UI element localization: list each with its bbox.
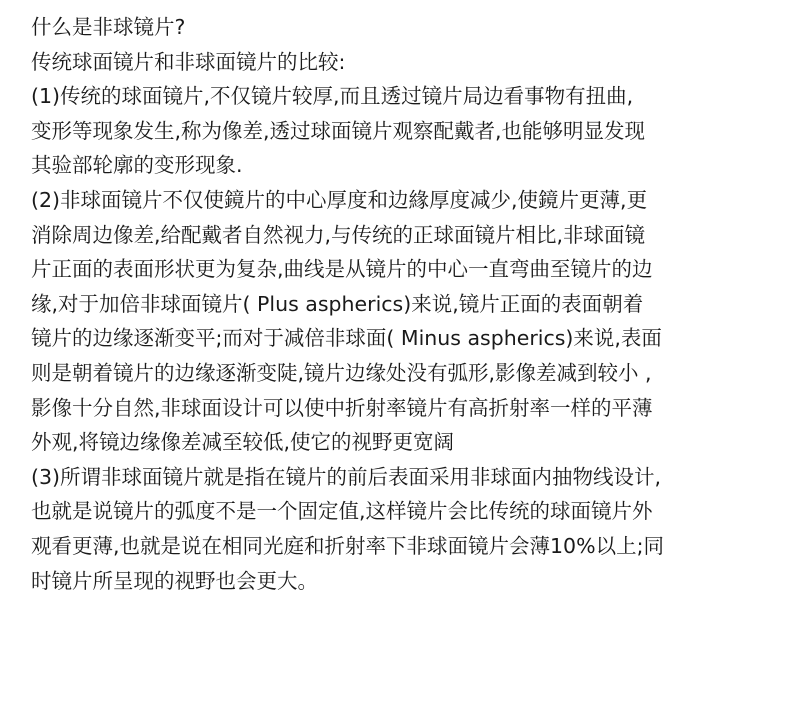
title-line: 什么是非球镜片? (31, 15, 186, 39)
paragraph-2-line-5: 镜片的边缘逐渐变平;而对于减倍非球面( Minus aspherics)来说,表面 (31, 326, 662, 351)
paragraph-1-line-1: (1)传统的球面镜片,不仅镜片较厚,而且透过镜片局边看事物有扭曲, (31, 84, 634, 109)
paragraph-2-line-7: 影像十分自然,非球面设计可以使中折射率镜片有高折射率一样的平薄 (31, 395, 653, 420)
subtitle-line: 传统球面镜片和非球面镜片的比较: (31, 49, 346, 74)
paragraph-1-line-3: 其验部轮廓的变形现象. (31, 153, 243, 178)
paragraph-2-line-1: (2)非球面镜片不仅使鏡片的中心厚度和边緣厚度减少,使鏡片更薄,更 (31, 187, 648, 212)
paragraph-3-line-3: 观看更薄,也就是说在相同光庭和折射率下非球面镜片会薄10%以上;同 (31, 533, 664, 558)
paragraph-1-line-2: 变形等现象发生,称为像差,透过球面镜片观察配戴者,也能够明显发现 (31, 118, 646, 143)
paragraph-2-line-4: 缘,对于加倍非球面镜片( Plus aspherics)来说,镜片正面的表面朝着 (31, 291, 644, 316)
paragraph-2-line-6: 则是朝着镜片的边缘逐渐变陡,镜片边缘处没有弧形,影像差减到较小 , (31, 360, 652, 385)
paragraph-2-line-2: 消除周边像差,给配戴者自然视力,与传统的正球面镜片相比,非球面镜 (31, 222, 646, 247)
paragraph-2-line-3: 片正面的表面形状更为复杂,曲线是从镜片的中心一直弯曲至镜片的边 (31, 257, 653, 282)
paragraph-2-line-8: 外观,将镜边缘像差减至较低,使它的视野更宽阔 (31, 430, 455, 455)
paragraph-3-line-4: 时镜片所呈现的视野也会更大。 (31, 568, 318, 593)
paragraph-3-line-1: (3)所谓非球面镜片就是指在镜片的前后表面采用非球面内抽物线设计, (31, 464, 662, 489)
paragraph-3-line-2: 也就是说镜片的弧度不是一个固定值,这样镜片会比传统的球面镜片外 (31, 499, 653, 524)
